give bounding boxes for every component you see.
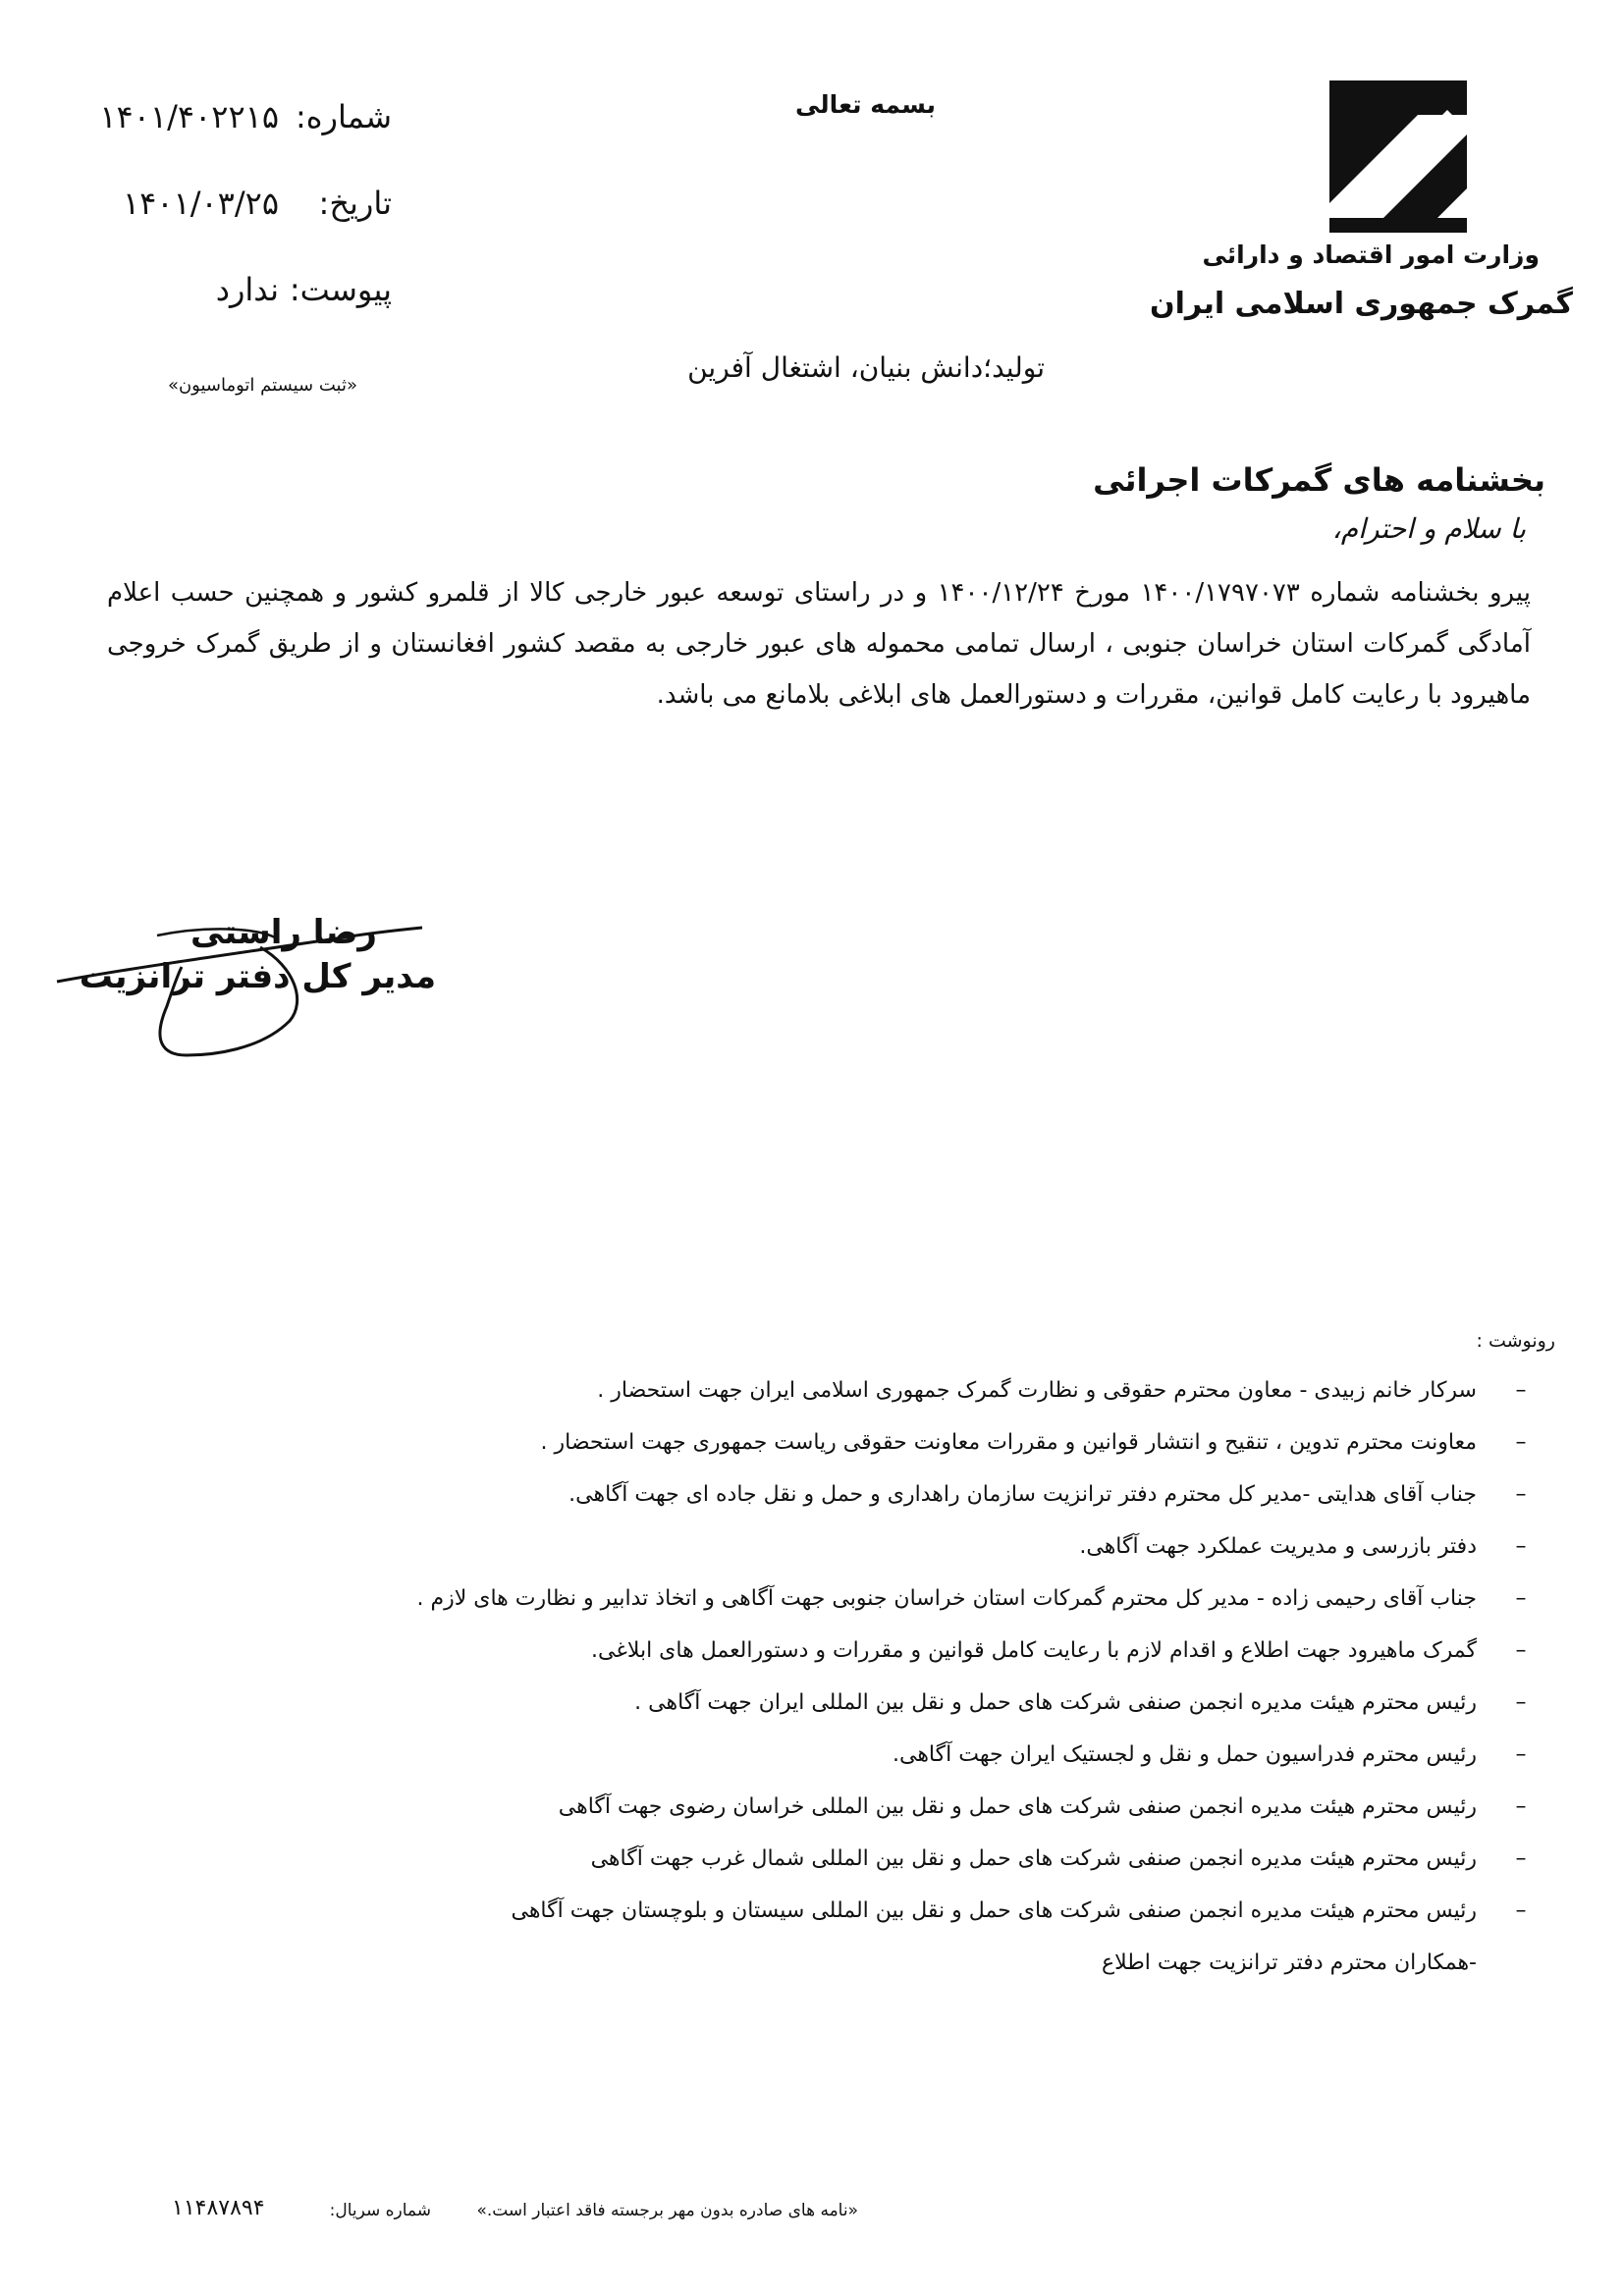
footer-note: «نامه های صادره بدون مهر برجسته فاقد اعتبار است.» bbox=[476, 2201, 858, 2220]
cc-item: – رئیس محترم فدراسیون حمل و نقل و لجستیک ایران جهت آگاهی. bbox=[102, 1729, 1536, 1781]
dash: – bbox=[1515, 1742, 1527, 1767]
organization-name: گمرک جمهوری اسلامی ایران bbox=[1150, 287, 1573, 321]
cc-item: – معاونت محترم تدوین ، تنقیح و انتشار قوانین و مقررات معاونت حقوقی ریاست جمهوری جهت استحضار . bbox=[102, 1416, 1536, 1468]
date-value: ۱۴۰۱/۰۳/۲۵ bbox=[122, 185, 279, 222]
cc-item: – دفتر بازرسی و مدیریت عملکرد جهت آگاهی. bbox=[102, 1521, 1536, 1573]
letter-body: پیرو بخشنامه شماره ۱۴۰۰/۱۷۹۷۰۷۳ مورخ ۱۴۰۰/۱۲/۲۴ و در راستای توسعه عبور خارجی کالا از قلمرو کشور و همچنین حسب اعلام آمادگی گمرکات استان خراسان جنوبی ، ارسال تمامی محموله های عبور خارجی به مقصد کشور افغانستان و از طریق گمرک خروجی ماهیرود با رعایت کامل قوانین، مقررات و دستورالعمل های ابلاغی بلامانع می باشد. bbox=[107, 578, 1531, 710]
customs-emblem-icon bbox=[1329, 80, 1467, 233]
cc-item-last: -همکاران محترم دفتر ترانزیت جهت اطلاع bbox=[1101, 1950, 1477, 1975]
serial-label: شماره سریال: bbox=[329, 2201, 431, 2220]
slogan: تولید؛دانش بنیان، اشتغال آفرین bbox=[687, 351, 1045, 384]
cc-item: – سرکار خانم زبیدی - معاون محترم حقوقی و نظارت گمرک جمهوری اسلامی ایران جهت استحضار . bbox=[102, 1364, 1536, 1416]
dash: – bbox=[1515, 1794, 1527, 1819]
dash: – bbox=[1515, 1638, 1527, 1663]
ministry-name: وزارت امور اقتصاد و دارائی bbox=[1202, 240, 1540, 269]
dash: – bbox=[1515, 1534, 1527, 1559]
cc-item: – جناب آقای هدایتی -مدیر کل محترم دفتر ترانزیت سازمان راهداری و حمل و نقل جاده ای جهت آگاهی. bbox=[102, 1468, 1536, 1521]
automation-note: «ثبت سیستم اتوماسیون» bbox=[167, 375, 357, 396]
cc-item: – جناب آقای رحیمی زاده - مدیر کل محترم گمرکات استان خراسان جنوبی جهت آگاهی و اتخاذ تدابیر و نظارت های لازم . bbox=[102, 1573, 1536, 1625]
cc-item: – رئیس محترم هیئت مدیره انجمن صنفی شرکت های حمل و نقل بین المللی شمال غرب جهت آگاهی bbox=[102, 1833, 1536, 1885]
attachment-label: پیوست: bbox=[289, 271, 392, 308]
dash: – bbox=[1515, 1378, 1527, 1403]
dash: – bbox=[1515, 1898, 1527, 1923]
bismillah-heading: بسمه تعالی bbox=[795, 90, 937, 119]
dash: – bbox=[1515, 1690, 1527, 1715]
dash: – bbox=[1515, 1482, 1527, 1507]
greeting: با سلام و احترام، bbox=[1331, 512, 1526, 545]
date-label: تاریخ: bbox=[318, 185, 392, 222]
cc-item: – گمرک ماهیرود جهت اطلاع و اقدام لازم با رعایت کامل قوانین و مقررات و دستورالعمل های ابلاغی. bbox=[102, 1625, 1536, 1677]
cc-list bbox=[102, 1364, 1536, 1989]
cc-title: رونوشت : bbox=[1476, 1330, 1555, 1352]
cc-item: – رئیس محترم هیئت مدیره انجمن صنفی شرکت های حمل و نقل بین المللی ایران جهت آگاهی . bbox=[102, 1677, 1536, 1729]
signer-title: مدیر کل دفتر ترانزیت bbox=[79, 957, 436, 996]
signer-name: رضا راستی bbox=[190, 913, 377, 952]
number-value: ۱۴۰۱/۴۰۲۲۱۵ bbox=[99, 98, 279, 135]
dash: – bbox=[1515, 1430, 1527, 1455]
serial-value: ۱۱۴۸۷۸۹۴ bbox=[172, 2196, 265, 2220]
circular-title: بخشنامه های گمرکات اجرائی bbox=[1093, 461, 1545, 499]
cc-item: – رئیس محترم هیئت مدیره انجمن صنفی شرکت های حمل و نقل بین المللی خراسان رضوی جهت آگاهی bbox=[102, 1781, 1536, 1833]
number-label: شماره: bbox=[295, 98, 392, 135]
dash: – bbox=[1515, 1586, 1527, 1611]
cc-item: – رئیس محترم هیئت مدیره انجمن صنفی شرکت های حمل و نقل بین المللی سیستان و بلوچستان جهت آگاهی bbox=[102, 1885, 1536, 1937]
attachment-value: ندارد bbox=[215, 271, 279, 308]
dash: – bbox=[1515, 1846, 1527, 1871]
